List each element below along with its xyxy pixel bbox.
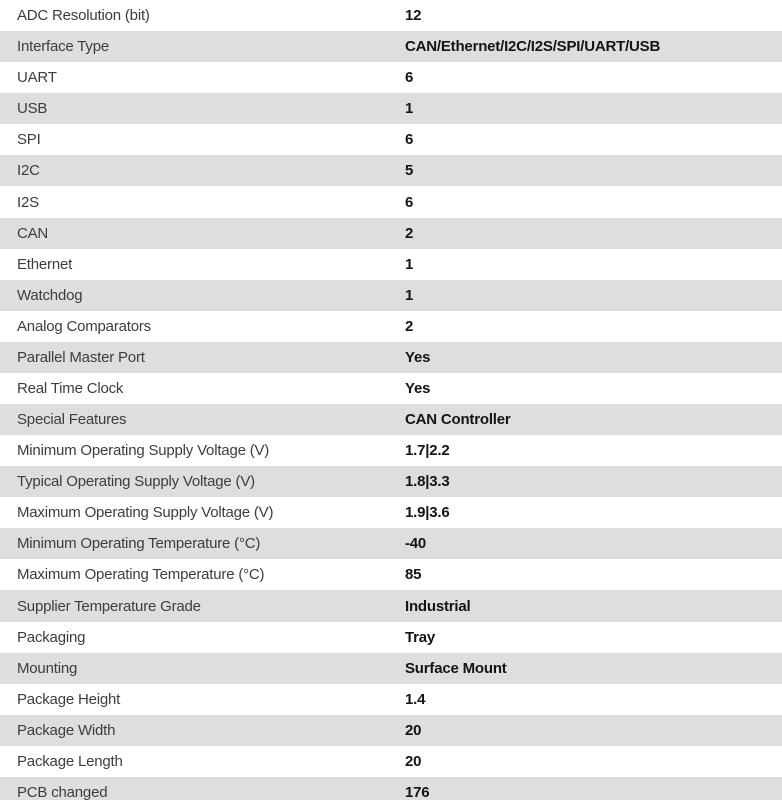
spec-attribute-label: Typical Operating Supply Voltage (V) (17, 473, 255, 491)
spec-attribute-value: 1.9|3.6 (405, 504, 450, 522)
spec-attribute-label: Parallel Master Port (17, 348, 145, 366)
spec-attribute-value: 85 (405, 566, 422, 584)
spec-attribute-value: CAN Controller (405, 411, 511, 429)
table-row (0, 559, 782, 590)
table-row (0, 404, 782, 435)
spec-attribute-label: Interface Type (17, 38, 109, 56)
spec-attribute-label: PCB changed (17, 783, 108, 800)
spec-attribute-value: 1 (405, 286, 414, 304)
table-row (0, 590, 782, 621)
table-row (0, 746, 782, 777)
spec-attribute-label: UART (17, 69, 57, 87)
table-row (0, 342, 782, 373)
spec-attribute-label: USB (17, 100, 48, 118)
spec-attribute-value: Industrial (405, 597, 471, 615)
table-row (0, 280, 782, 311)
spec-attribute-value: 1 (405, 100, 414, 118)
spec-attribute-label: ADC Resolution (bit) (17, 7, 150, 25)
spec-attribute-label: Special Features (17, 411, 127, 429)
table-row (0, 218, 782, 249)
spec-attribute-value: 20 (405, 752, 422, 770)
spec-attribute-label: Maximum Operating Temperature (°C) (17, 566, 265, 584)
spec-attribute-value: 176 (405, 783, 430, 800)
spec-attribute-label: CAN (17, 224, 49, 242)
table-row (0, 0, 782, 31)
table-row (0, 93, 782, 124)
spec-attribute-label: Packaging (17, 628, 86, 646)
spec-attribute-value: -40 (405, 535, 427, 553)
spec-attribute-label: Real Time Clock (17, 379, 124, 397)
table-row (0, 155, 782, 186)
spec-attribute-label: Maximum Operating Supply Voltage (V) (17, 504, 274, 522)
spec-attribute-value: 2 (405, 224, 414, 242)
spec-attribute-value: 6 (405, 193, 414, 211)
spec-attribute-value: 1.4 (405, 690, 426, 708)
spec-attribute-label: Analog Comparators (17, 317, 151, 335)
spec-attribute-label: Ethernet (17, 255, 73, 273)
table-row (0, 528, 782, 559)
spec-attribute-label: Mounting (17, 659, 78, 677)
spec-attribute-value: Yes (405, 348, 431, 366)
spec-attribute-label: SPI (17, 131, 41, 149)
spec-attribute-value: 20 (405, 721, 422, 739)
table-row (0, 186, 782, 217)
spec-attribute-value: 2 (405, 317, 414, 335)
spec-attribute-value: 1.7|2.2 (405, 442, 450, 460)
table-row (0, 653, 782, 684)
spec-attribute-value: Tray (405, 628, 436, 646)
table-row (0, 715, 782, 746)
table-row (0, 777, 782, 800)
spec-attribute-value: 1 (405, 255, 414, 273)
spec-attribute-value: 1.8|3.3 (405, 473, 450, 491)
table-row (0, 373, 782, 404)
table-row (0, 684, 782, 715)
spec-attribute-label: Minimum Operating Supply Voltage (V) (17, 442, 270, 460)
table-row (0, 31, 782, 62)
spec-attribute-label: Supplier Temperature Grade (17, 597, 201, 615)
spec-attribute-value: CAN/Ethernet/I2C/I2S/SPI/UART/USB (405, 38, 661, 56)
spec-attribute-label: Package Width (17, 721, 116, 739)
spec-attribute-value: 5 (405, 162, 414, 180)
table-row (0, 497, 782, 528)
table-row (0, 311, 782, 342)
table-row (0, 435, 782, 466)
spec-attribute-value: 6 (405, 131, 414, 149)
table-row (0, 622, 782, 653)
table-row (0, 249, 782, 280)
spec-attribute-label: Package Height (17, 690, 121, 708)
table-row (0, 62, 782, 93)
spec-attribute-label: Minimum Operating Temperature (°C) (17, 535, 261, 553)
spec-attribute-value: 6 (405, 69, 414, 87)
spec-attribute-label: I2S (17, 193, 39, 211)
spec-attribute-label: Watchdog (17, 286, 83, 304)
spec-attribute-value: Yes (405, 379, 431, 397)
spec-attribute-value: 12 (405, 7, 422, 25)
spec-attribute-label: I2C (17, 162, 40, 180)
table-row (0, 124, 782, 155)
spec-attribute-label: Package Length (17, 752, 123, 770)
table-row (0, 466, 782, 497)
spec-attribute-value: Surface Mount (405, 659, 507, 677)
